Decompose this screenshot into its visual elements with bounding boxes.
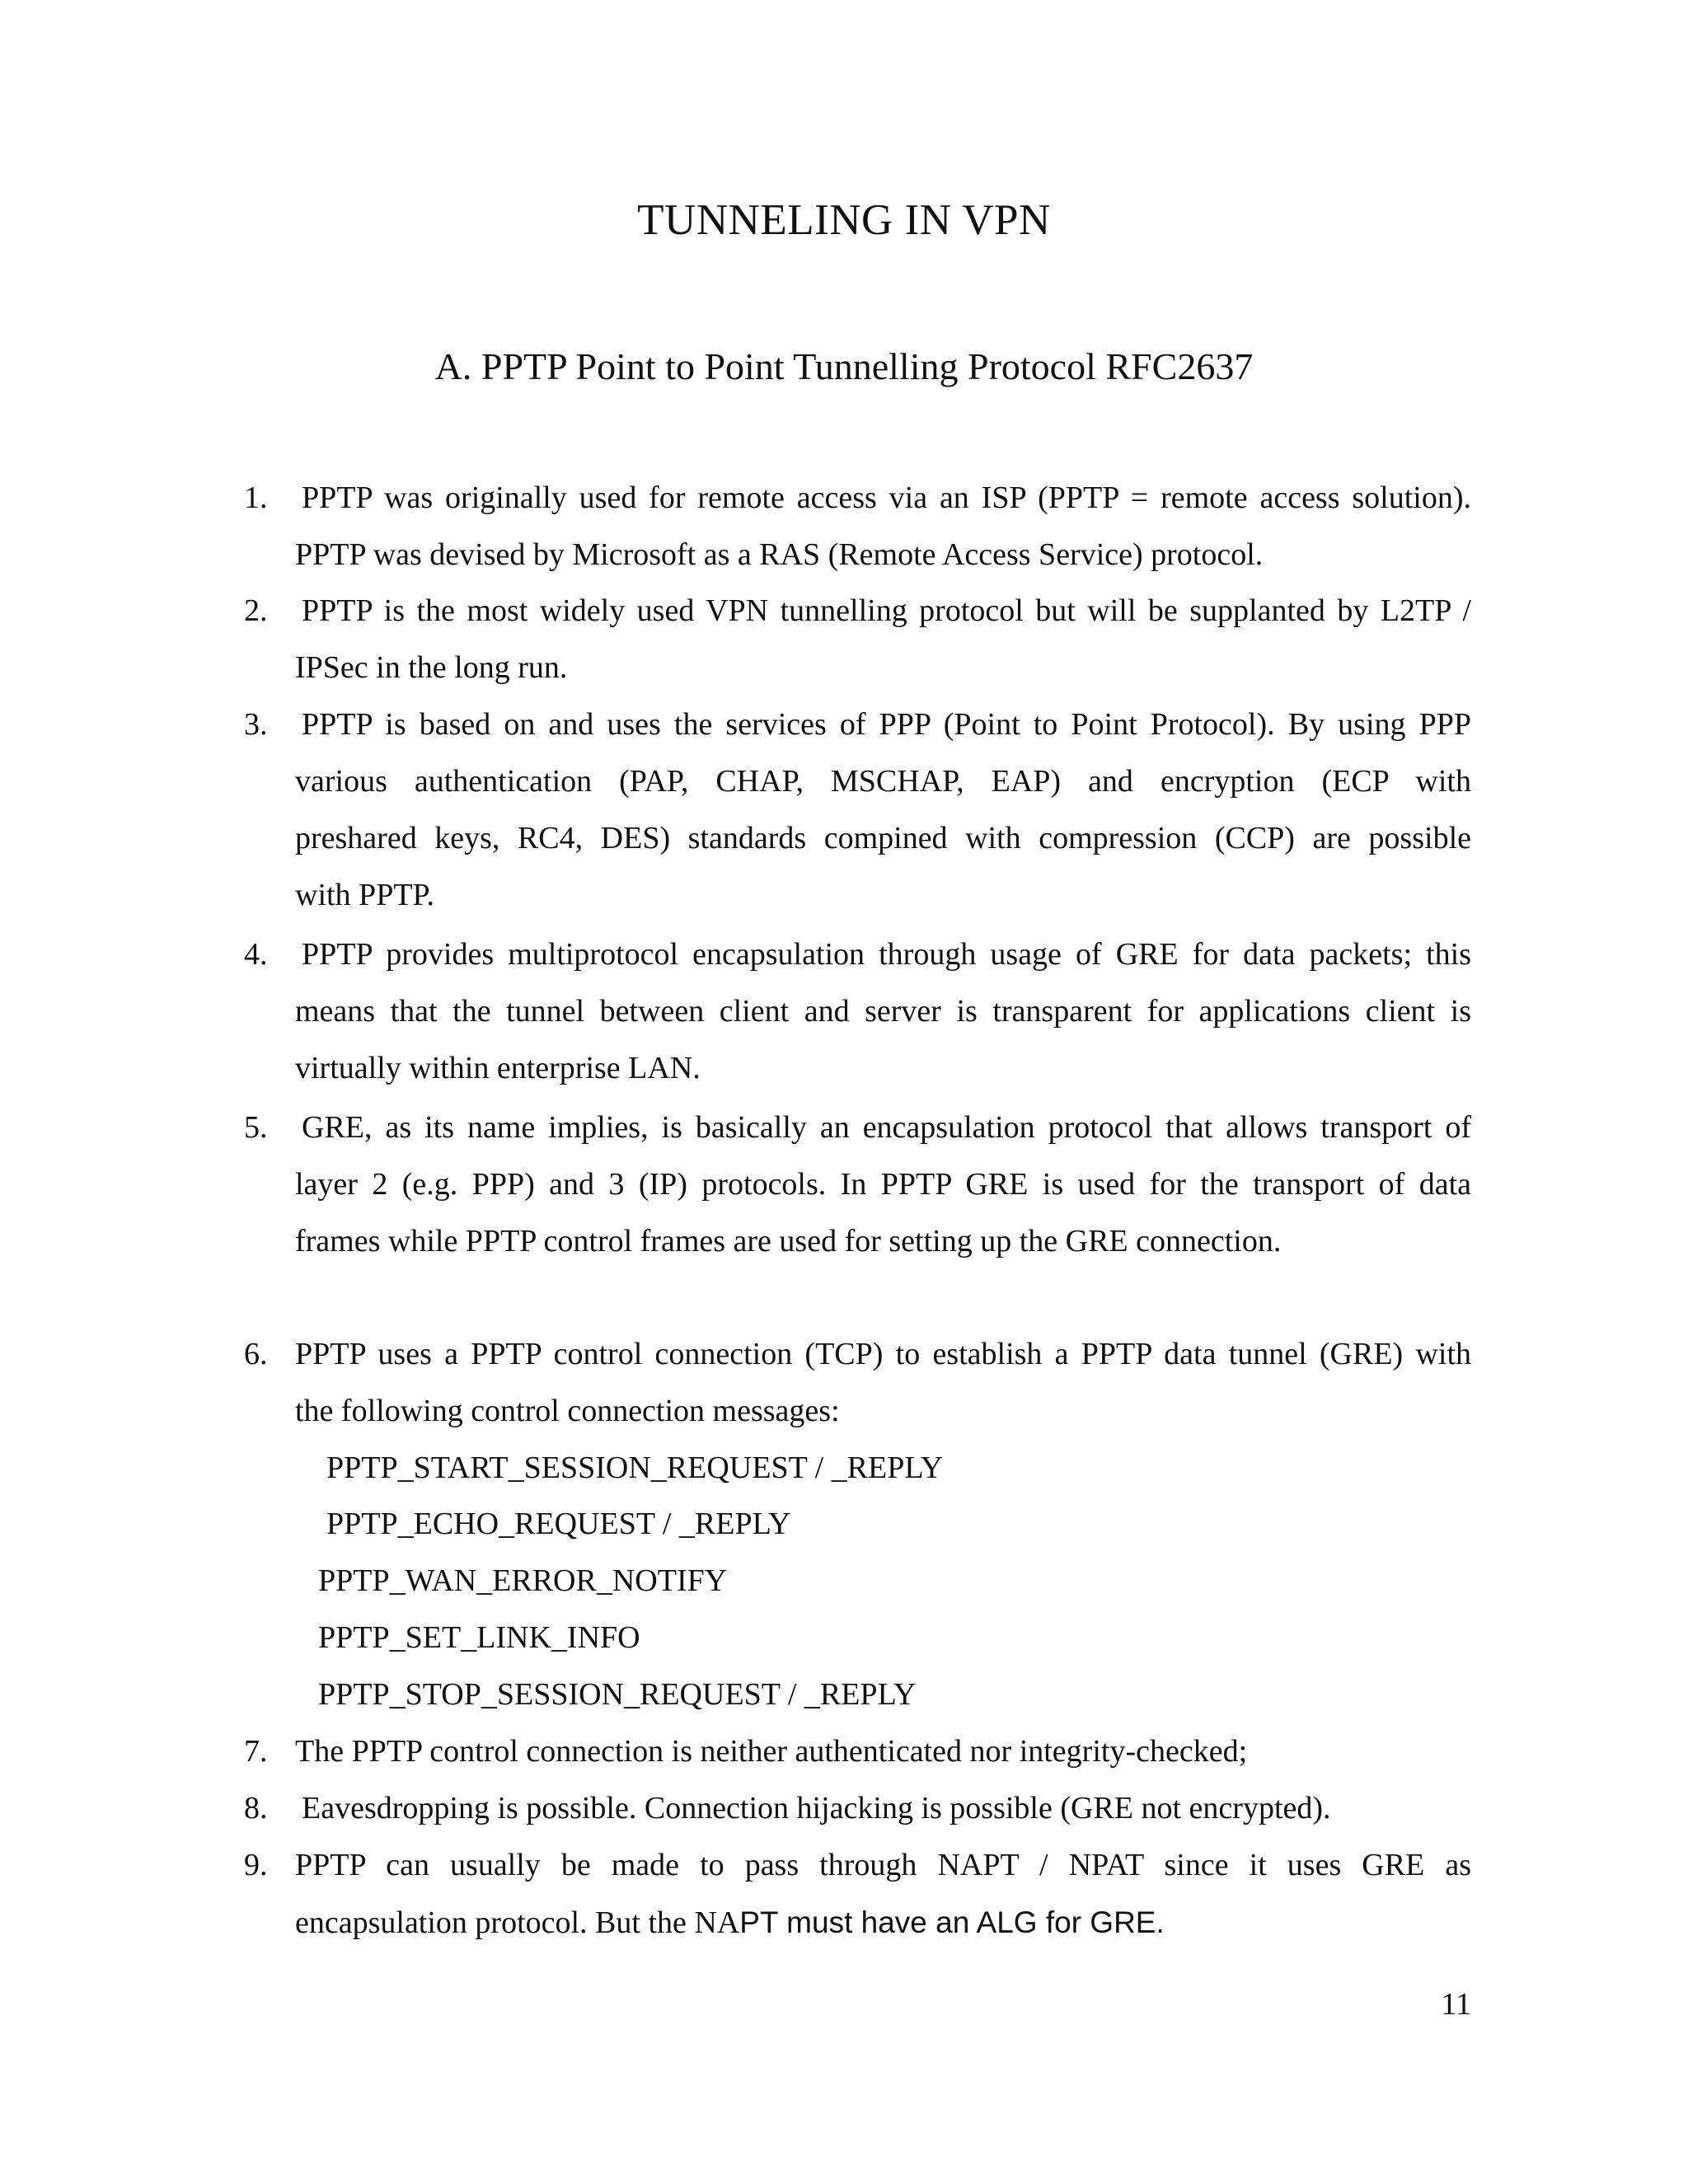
list-line: PPTP was devised by Microsoft as a RAS (Remote Access Service) protocol. [295,537,1264,572]
list-line: PPTP uses a PPTP control connection (TCP) to establish a PPTP data tunnel (GRE) with [295,1337,1471,1371]
list-line: PPTP can usually be made to pass through NAPT / NPAT since it uses GRE as [295,1848,1471,1882]
list-line: IPSec in the long run. [295,650,568,685]
control-message: PPTP_START_SESSION_REQUEST / _REPLY [326,1451,944,1485]
list-line-mixed [295,1894,1471,1952]
list-number: 6. [244,1337,268,1371]
list-line: various authentication (PAP, CHAP, MSCHAP, EAP) and encryption (ECP with [295,764,1471,799]
list-number: 7. [244,1734,268,1769]
page-title: TUNNELING IN VPN [637,196,1051,244]
list-number: 9. [244,1848,268,1882]
list-line: Eavesdropping is possible. Connection hijacking is possible (GRE not encrypted). [302,1791,1331,1825]
list-line: layer 2 (e.g. PPP) and 3 (IP) protocols. In PPTP GRE is used for the transport of data [295,1167,1471,1202]
list-line: The PPTP control connection is neither authenticated nor integrity-checked; [295,1734,1248,1769]
control-message: PPTP_WAN_ERROR_NOTIFY [318,1563,728,1598]
list-line: PPTP is the most widely used VPN tunnelling protocol but will be supplanted by L2TP / [302,593,1471,628]
list-line: virtually within enterprise LAN. [295,1051,701,1085]
list-number: 2. [244,593,268,628]
list-line: frames while PPTP control frames are used for setting up the GRE connection. [295,1224,1282,1258]
control-message: PPTP_ECHO_REQUEST / _REPLY [326,1507,791,1541]
page-number: 11 [1441,1987,1471,2022]
list-number: 3. [244,707,268,742]
list-line: means that the tunnel between client and server is transparent for applications client is [295,994,1471,1029]
list-line: PPTP is based on and uses the services of PPP (Point to Point Protocol). By using PPP [302,707,1471,742]
list-number: 5. [244,1110,268,1145]
control-message: PPTP_SET_LINK_INFO [318,1620,640,1655]
list-number: 1. [244,480,268,515]
list-line-serif-part: encapsulation protocol. But the NA [295,1905,740,1940]
section-heading: A. PPTP Point to Point Tunnelling Protocol RFC2637 [434,345,1254,387]
list-number: 8. [244,1791,268,1825]
list-line-sans-part: PT must have an ALG for GRE. [739,1905,1165,1939]
list-line: GRE, as its name implies, is basically an encapsulation protocol that allows transport of [302,1110,1471,1145]
list-line: PPTP provides multiprotocol encapsulation through usage of GRE for data packets; this [302,937,1471,972]
list-line: with PPTP. [295,878,434,912]
list-number: 4. [244,937,268,972]
list-line: the following control connection messages: [295,1394,840,1428]
control-message: PPTP_STOP_SESSION_REQUEST / _REPLY [318,1677,917,1712]
list-line: preshared keys, RC4, DES) standards compined with compression (CCP) are possible [295,821,1471,855]
list-line: PPTP was originally used for remote access via an ISP (PPTP = remote access solution). [302,480,1471,515]
